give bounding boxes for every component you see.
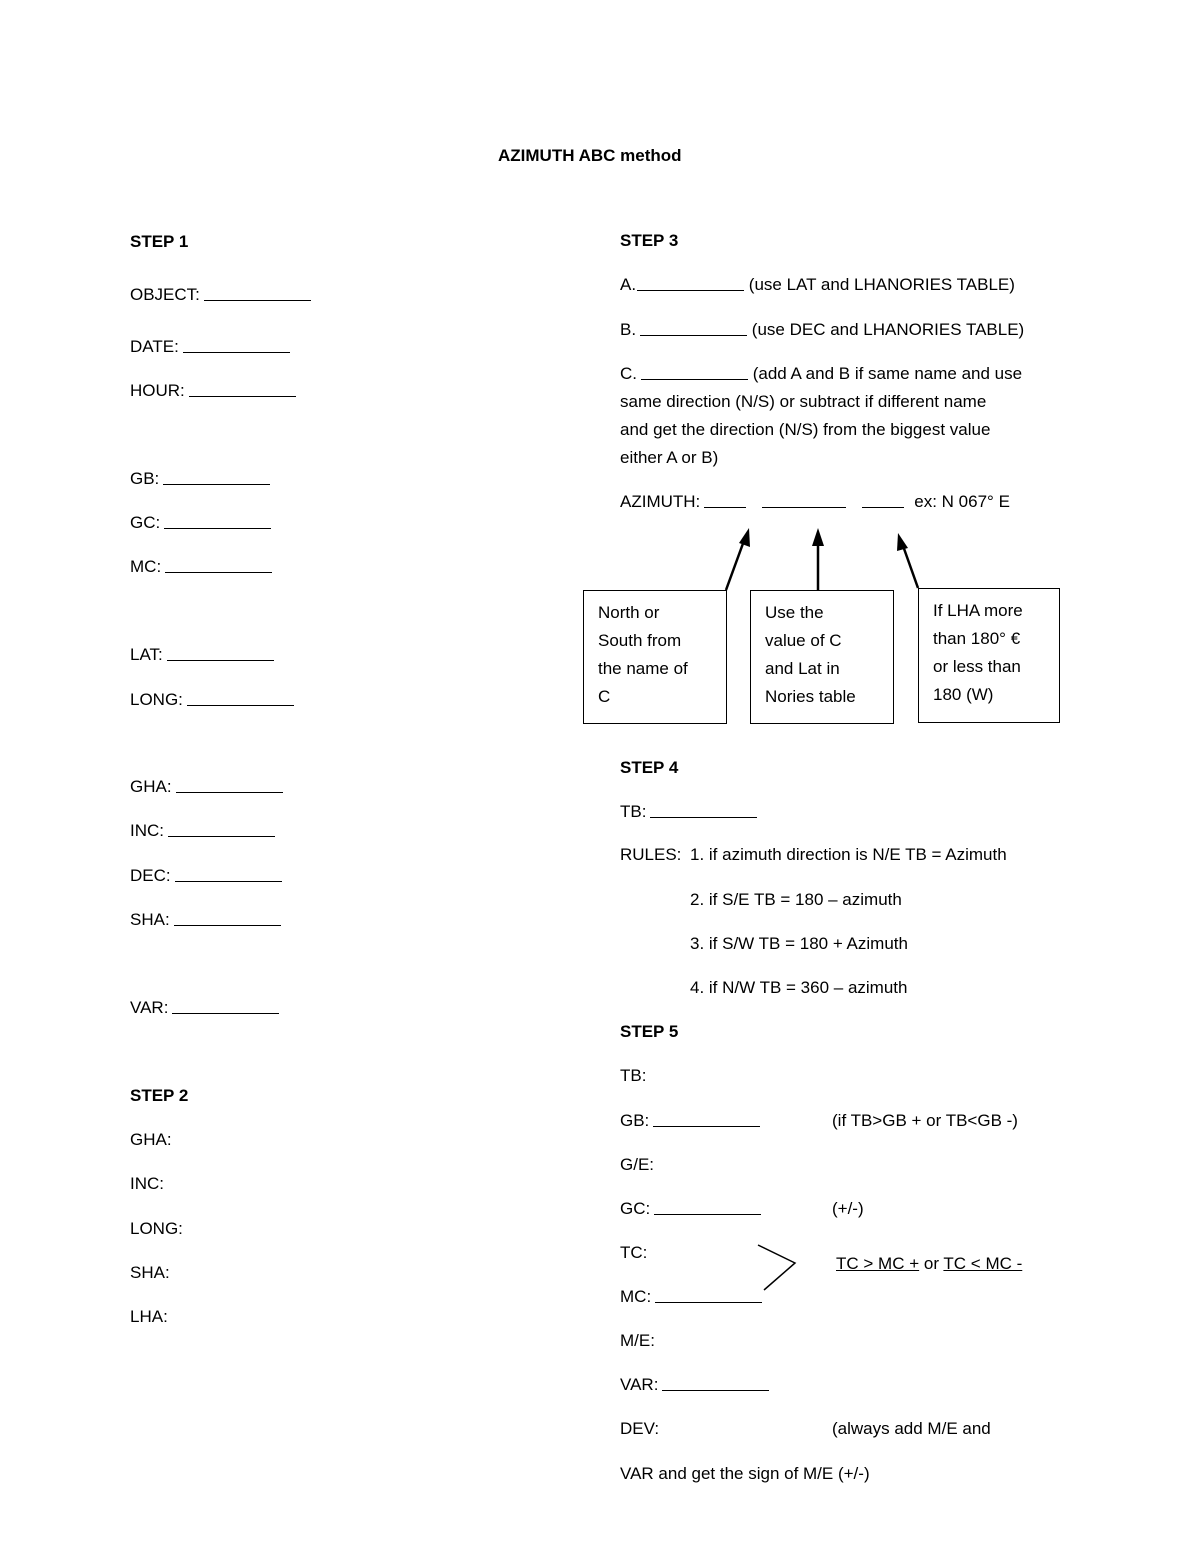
box-line: C <box>598 687 611 706</box>
step2-sha: SHA: <box>130 1263 170 1282</box>
arrowhead-middle <box>812 528 824 546</box>
arrowhead-right <box>897 533 908 551</box>
step5-gc-field[interactable] <box>620 1199 761 1219</box>
box-line: South from <box>598 631 682 650</box>
step5-ge: G/E: <box>620 1155 655 1174</box>
field-label: VAR: <box>620 1375 659 1394</box>
blank-line <box>662 1390 769 1391</box>
a-label: A. <box>620 275 637 294</box>
field-label: VAR: <box>130 998 169 1017</box>
box-line: Use the <box>765 603 824 622</box>
azimuth-label: AZIMUTH: <box>620 492 701 511</box>
c-label: C. <box>620 364 637 383</box>
field-label: HOUR: <box>130 381 185 400</box>
step1-heading: STEP 1 <box>130 232 189 251</box>
step4-tb-field[interactable] <box>620 802 757 822</box>
c-note-line-2: same direction (N/S) or subtract if different name <box>620 392 987 411</box>
field-label: GB: <box>620 1111 650 1130</box>
field-label: SHA: <box>130 910 170 929</box>
b-note: (use DEC and LHANORIES TABLE) <box>751 320 1025 339</box>
blank-line <box>653 1126 760 1127</box>
gc-note: (+/-) <box>832 1199 864 1218</box>
step2-heading: STEP 2 <box>130 1086 189 1105</box>
box-line: the name of <box>598 659 688 678</box>
step2-gha: GHA: <box>130 1130 172 1149</box>
b-label: B. <box>620 320 637 339</box>
step5-tc: TC: <box>620 1243 648 1262</box>
step2-lha: LHA: <box>130 1307 168 1326</box>
step5-var-field[interactable] <box>620 1375 769 1395</box>
field-label: LONG: <box>130 690 183 709</box>
blank-line <box>650 817 757 818</box>
rules-label: RULES: <box>620 845 682 864</box>
field-label: TB: <box>620 802 647 821</box>
arrow-line-right <box>902 543 918 588</box>
gb-note: (if TB>GB + or TB<GB -) <box>832 1111 1018 1130</box>
step2-inc: INC: <box>130 1174 164 1193</box>
dev-note-continued: VAR and get the sign of M/E (+/-) <box>620 1464 870 1483</box>
a-note: (use LAT and LHANORIES TABLE) <box>748 275 1015 294</box>
box-line: or less than <box>933 657 1021 676</box>
box-line: 180 (W) <box>933 685 994 704</box>
azimuth-example: ex: N 067° E <box>914 492 1010 511</box>
step5-mc-field[interactable] <box>620 1287 762 1307</box>
step5-tb: TB: <box>620 1066 647 1085</box>
info-box-direction <box>583 590 727 724</box>
tc-mc-bracket <box>758 1245 795 1290</box>
field-label: DATE: <box>130 337 179 356</box>
box-line: and Lat in <box>765 659 840 678</box>
info-box-value <box>750 590 894 724</box>
field-label: OBJECT: <box>130 285 200 304</box>
box-line: Nories table <box>765 687 856 706</box>
field-label: GC: <box>130 513 161 532</box>
dev-note: (always add M/E and <box>832 1419 991 1438</box>
field-label: GB: <box>130 469 160 488</box>
arrowhead-left <box>739 528 750 547</box>
step5-heading: STEP 5 <box>620 1022 679 1041</box>
tc-mc-rule <box>836 1254 1022 1274</box>
box-line: than 180° € <box>933 629 1021 648</box>
c-note-line-4: either A or B) <box>620 448 719 467</box>
blank-line <box>655 1302 762 1303</box>
step5-me: M/E: <box>620 1331 655 1350</box>
step5-dev: DEV: <box>620 1419 660 1438</box>
step4-heading: STEP 4 <box>620 758 679 777</box>
page-title: AZIMUTH ABC method <box>498 146 682 165</box>
c-note-line-3: and get the direction (N/S) from the biggest value <box>620 420 991 439</box>
rule-2: 2. if S/E TB = 180 – azimuth <box>690 890 902 909</box>
tc-rule-greater: TC > MC + <box>836 1254 920 1273</box>
field-label: LAT: <box>130 645 163 664</box>
tc-rule-or: or <box>923 1254 939 1273</box>
box-line: value of C <box>765 631 842 650</box>
info-box-lha <box>918 588 1060 723</box>
step5-gb-field[interactable] <box>620 1111 760 1131</box>
box-line: North or <box>598 603 660 622</box>
c-note-line-1: (add A and B if same name and use <box>752 364 1023 383</box>
field-label: DEC: <box>130 866 171 885</box>
field-label: GC: <box>620 1199 651 1218</box>
step2-long: LONG: <box>130 1219 183 1238</box>
rule-1: 1. if azimuth direction is N/E TB = Azimuth <box>690 845 1007 864</box>
field-label: INC: <box>130 821 164 840</box>
tc-rule-less: TC < MC - <box>943 1254 1023 1273</box>
field-label: MC: <box>620 1287 652 1306</box>
field-label: GHA: <box>130 777 172 796</box>
step3-heading: STEP 3 <box>620 231 679 250</box>
rule-4: 4. if N/W TB = 360 – azimuth <box>690 978 908 997</box>
rule-3: 3. if S/W TB = 180 + Azimuth <box>690 934 908 953</box>
field-label: MC: <box>130 557 162 576</box>
blank-line <box>654 1214 761 1215</box>
arrow-line-left <box>726 538 745 590</box>
box-line: If LHA more <box>933 601 1023 620</box>
